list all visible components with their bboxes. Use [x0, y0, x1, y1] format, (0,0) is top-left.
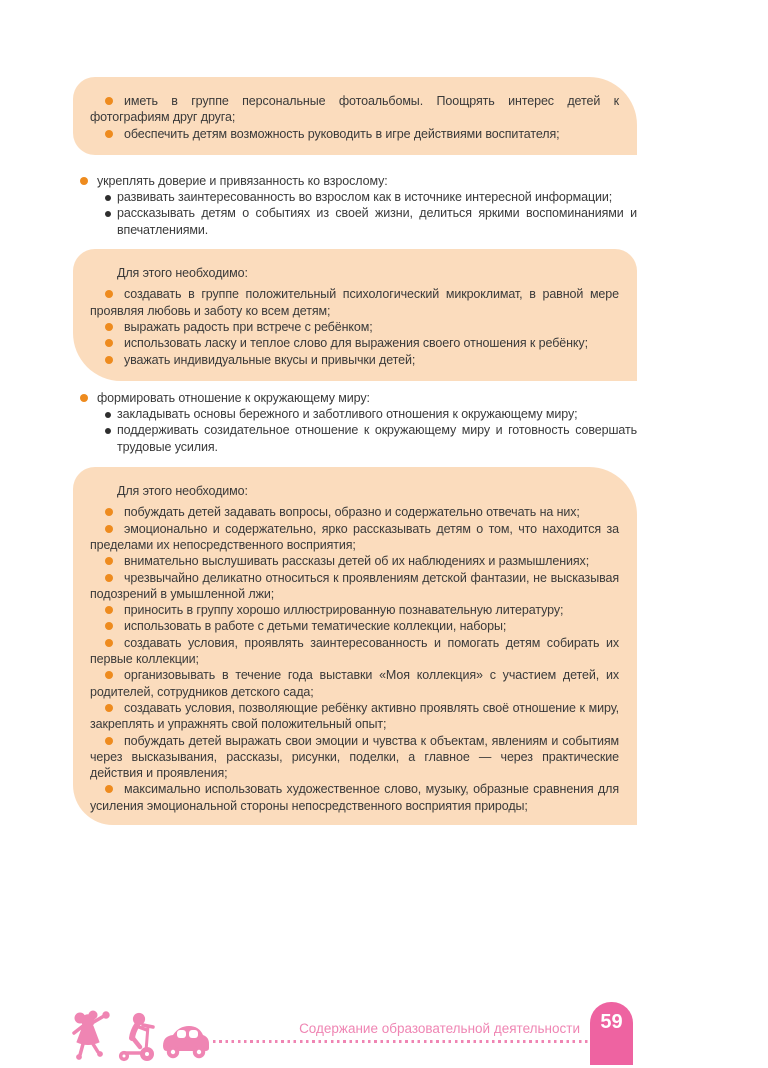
list-item	[90, 93, 619, 126]
bullet-icon	[105, 290, 113, 298]
lead-item	[80, 390, 637, 406]
sub-item-text: развивать заинтересованность во взрослом как в источнике интересной информации;	[117, 190, 613, 205]
list-item	[90, 781, 619, 814]
list-item-text: приносить в группу хорошо иллюстрированную познавательную литературу;	[124, 603, 564, 618]
list-item-text: использовать ласку и теплое слово для выражения своего отношения к ребёнку;	[124, 336, 588, 351]
girl-icon	[70, 1009, 112, 1068]
list-item	[90, 126, 619, 142]
callout-box-2	[73, 249, 637, 381]
list-item	[90, 521, 619, 554]
list-item	[90, 335, 619, 351]
sub-item	[73, 189, 637, 205]
list-item	[90, 570, 619, 603]
list-item	[90, 553, 619, 569]
bullet-icon	[80, 394, 88, 402]
list-item	[90, 319, 619, 335]
list-item-text: уважать индивидуальные вкусы и привычки детей;	[124, 352, 416, 367]
sub-item-text: рассказывать детям о событиях из своей жизни, делиться яркими воспоминаниями и впечатлениями.	[117, 206, 637, 237]
list-item	[90, 733, 619, 782]
list-item	[90, 635, 619, 668]
list-item-text: внимательно выслушивать рассказы детей об их наблюдениях и размышлениях;	[124, 554, 590, 569]
list-item-text: обеспечить детям возможность руководить в игре действиями воспитателя;	[124, 126, 560, 141]
car-icon	[160, 1023, 212, 1068]
list-item-text: создавать условия, проявлять заинтересованность и помогать детям собирать их первые коллекции;	[90, 635, 619, 667]
bullet-icon	[105, 622, 113, 630]
bullet-icon	[105, 671, 113, 679]
list-item	[90, 352, 619, 368]
list-item	[90, 667, 619, 700]
sub-item	[73, 422, 637, 455]
list-item	[90, 504, 619, 520]
list-item-text: создавать условия, позволяющие ребёнку активно проявлять своё отношение к миру, закреплять и упражнять свой положительный опыт;	[90, 700, 619, 732]
page	[0, 77, 768, 1065]
content-column	[73, 77, 637, 825]
sub-item-text: закладывать основы бережного и заботливого отношения к окружающему миру;	[117, 407, 578, 422]
list-item-text: чрезвычайно деликатно относиться к проявлениям детской фантазии, не высказывая подозрений в умышленной лжи;	[90, 570, 619, 601]
list-item	[90, 700, 619, 733]
list-item-text: эмоционально и содержательно, ярко рассказывать детям о том, что находится за пределами их непосредственного восприятия;	[90, 521, 619, 552]
sub-item	[73, 205, 637, 238]
page-number: 59	[600, 1011, 623, 1033]
callout-box-1	[73, 77, 637, 155]
lead-text: укреплять доверие и привязанность ко взрослому:	[97, 173, 388, 188]
bullet-icon	[105, 130, 113, 138]
box-heading: Для этого необходимо:	[117, 484, 248, 499]
list-item	[90, 618, 619, 634]
bullet-icon	[80, 177, 88, 185]
list-item	[90, 602, 619, 618]
sub-item	[73, 406, 637, 422]
dotted-divider	[213, 1040, 592, 1043]
bullet-icon	[105, 704, 113, 712]
section-world-attitude	[73, 390, 637, 455]
scooter-icon	[116, 1011, 158, 1068]
list-item-text: использовать в работе с детьми тематические коллекции, наборы;	[124, 619, 507, 634]
bullet-icon	[105, 339, 113, 347]
section-trust	[73, 173, 637, 238]
list-item-text: побуждать детей выражать свои эмоции и чувства к объектам, явлениям и событиям через высказывания, рассказы, рисунки, поделки, а главное — через практические действия и проявления;	[90, 733, 619, 781]
bullet-icon	[105, 508, 113, 516]
bullet-icon	[105, 557, 113, 565]
bullet-icon	[105, 356, 113, 364]
lead-text: формировать отношение к окружающему миру:	[97, 390, 370, 405]
bullet-icon	[105, 606, 113, 614]
list-item-text: организовывать в течение года выставки «Моя коллекция» с участием детей, их родителей, сотрудников детского сада;	[90, 668, 619, 699]
bullet-icon	[105, 525, 113, 533]
list-item	[90, 286, 619, 319]
page-number-badge	[590, 1002, 633, 1065]
callout-box-3	[73, 467, 637, 825]
bullet-icon	[105, 737, 113, 745]
bullet-icon	[105, 97, 113, 105]
bullet-icon	[105, 785, 113, 793]
lead-item	[80, 173, 637, 189]
box-heading: Для этого необходимо:	[117, 266, 248, 281]
list-item-text: максимально использовать художественное слово, музыку, образные сравнения для усиления эмоциональной стороны непосредственного восприятия природы;	[90, 782, 619, 813]
sub-bullet-icon	[105, 211, 111, 217]
sub-bullet-icon	[105, 412, 111, 418]
list-item-text: выражать радость при встрече с ребёнком;	[124, 319, 373, 334]
bullet-icon	[105, 639, 113, 647]
sub-item-text: поддерживать созидательное отношение к окружающему миру и готовность совершать трудовые усилия.	[117, 423, 637, 454]
list-item-text: создавать в группе положительный психологический микроклимат, в равной мере проявляя любовь и заботу ко всем детям;	[90, 287, 619, 318]
bullet-icon	[105, 574, 113, 582]
sub-bullet-icon	[105, 428, 111, 434]
list-item-text: иметь в группе персональные фотоальбомы. Поощрять интерес детей к фотографиям друг друга;	[90, 94, 619, 125]
footer-section-title: Содержание образовательной деятельности	[299, 1021, 580, 1036]
sub-bullet-icon	[105, 195, 111, 201]
bullet-icon	[105, 323, 113, 331]
list-item-text: побуждать детей задавать вопросы, образно и содержательно отвечать на них;	[124, 505, 580, 520]
